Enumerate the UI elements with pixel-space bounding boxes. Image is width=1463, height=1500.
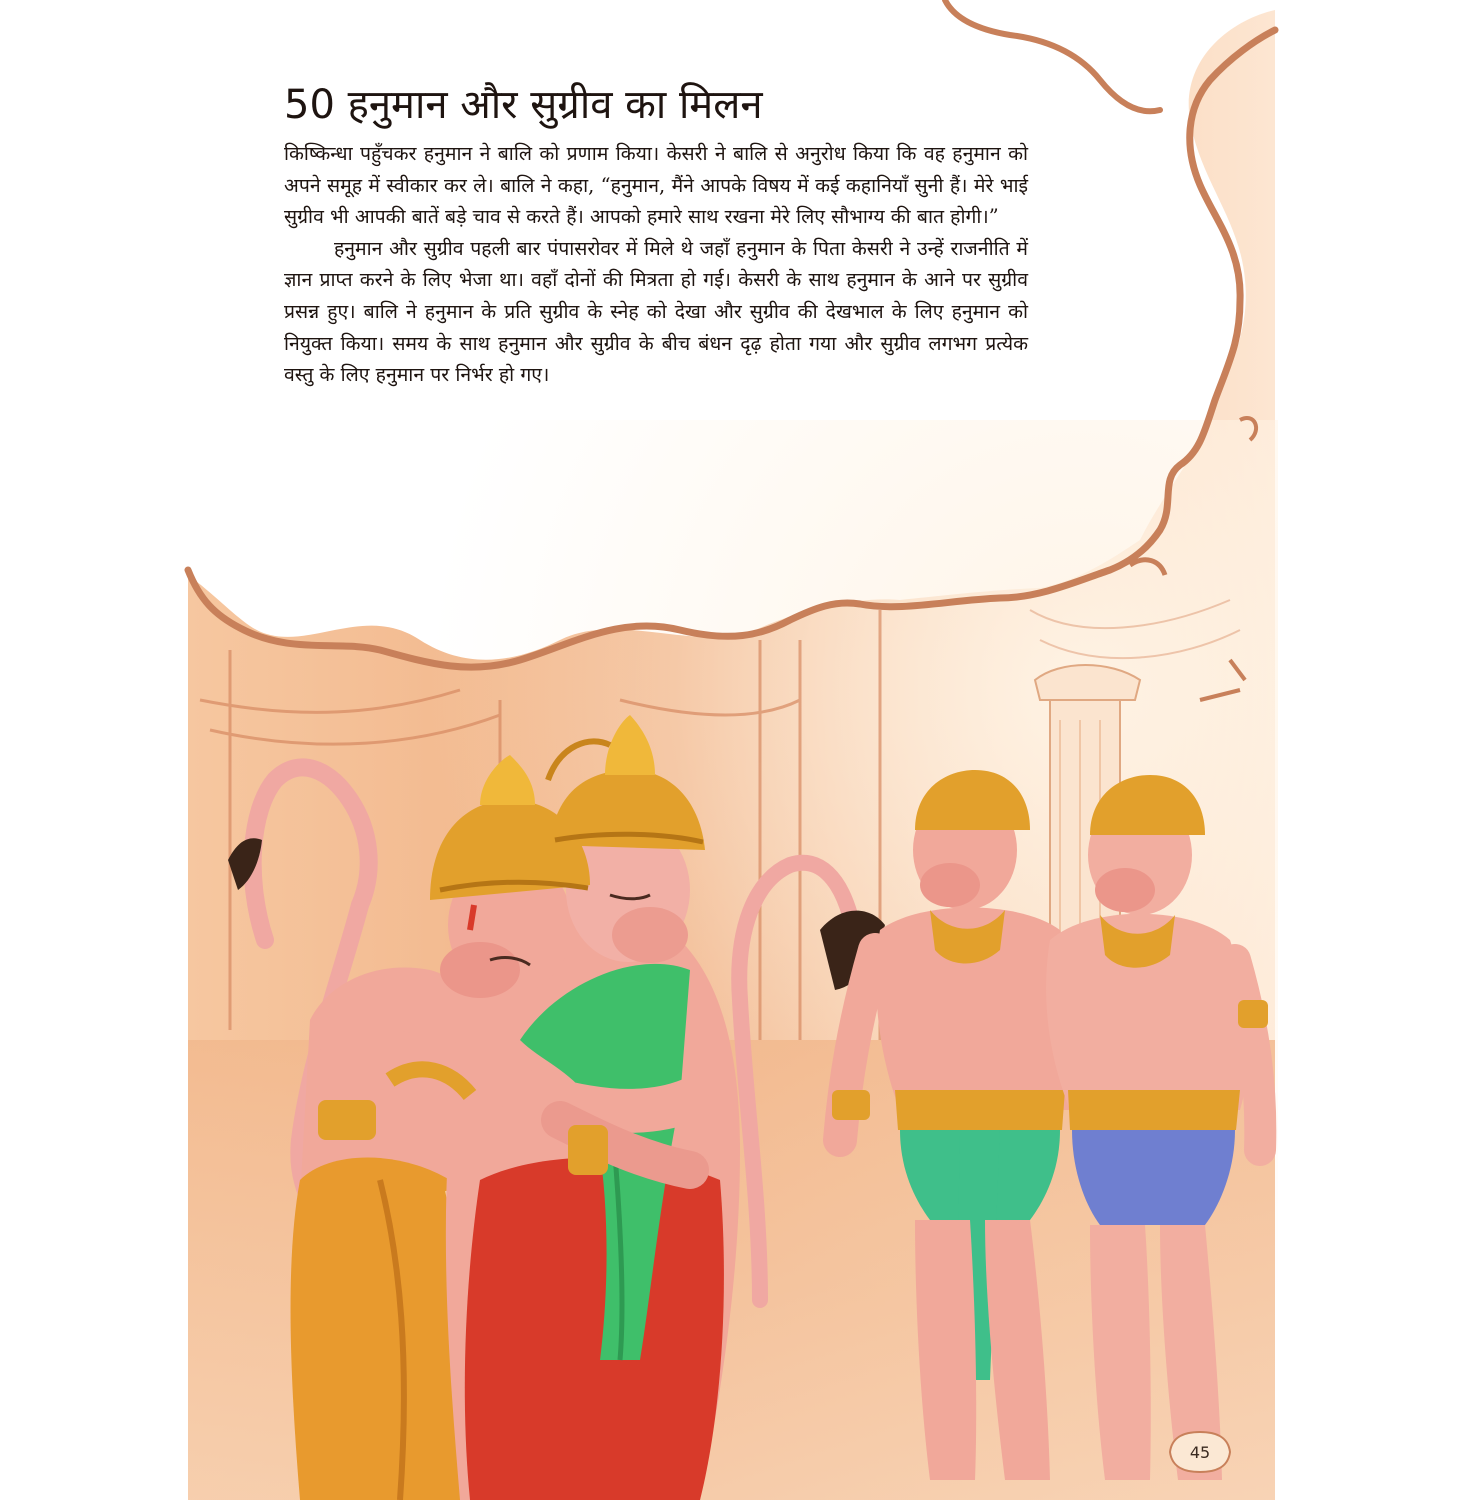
story-text-block	[284, 78, 1028, 391]
paragraph-2: हनुमान और सुग्रीव पहली बार पंपासरोवर में मिले थे जहाँ हनुमान के पिता केसरी ने उन्हें राजनीति में ज्ञान प्राप्त करने के लिए भेजा था। वहाँ दोनों की मित्रता हो गई। केसरी के साथ हनुमान के आने पर सुग्रीव प्रसन्न हुए। बालि ने हनुमान के प्रति सुग्रीव के स्नेह को देखा और सुग्रीव की देखभाल के लिए हनुमान को नियुक्त किया। समय के साथ हनुमान और सुग्रीव के बीच बंधन दृढ़ होता गया और सुग्रीव लगभग प्रत्येक वस्तु के लिए हनुमान पर निर्भर हो गए।	[284, 236, 1028, 387]
paragraph-1: किष्किन्धा पहुँचकर हनुमान ने बालि को प्रणाम किया। केसरी ने बालि से अनुरोध किया कि वह हनुमान को अपने समूह में स्वीकार कर ले। बालि ने कहा, “हनुमान, मैंने आपके विषय में कई कहानियाँ सुनी हैं। मेरे भाई सुग्रीव भी आपकी बातें बड़े चाव से करते हैं। आपको हमारे साथ रखना मेरे लिए सौभाग्य की बात होगी।”	[284, 142, 1028, 229]
red-cloth	[465, 1158, 724, 1500]
page-number: 45	[1189, 1442, 1211, 1462]
arm-band	[318, 1100, 376, 1140]
page-title: 50 हनुमान और सुग्रीव का मिलन	[284, 82, 763, 128]
